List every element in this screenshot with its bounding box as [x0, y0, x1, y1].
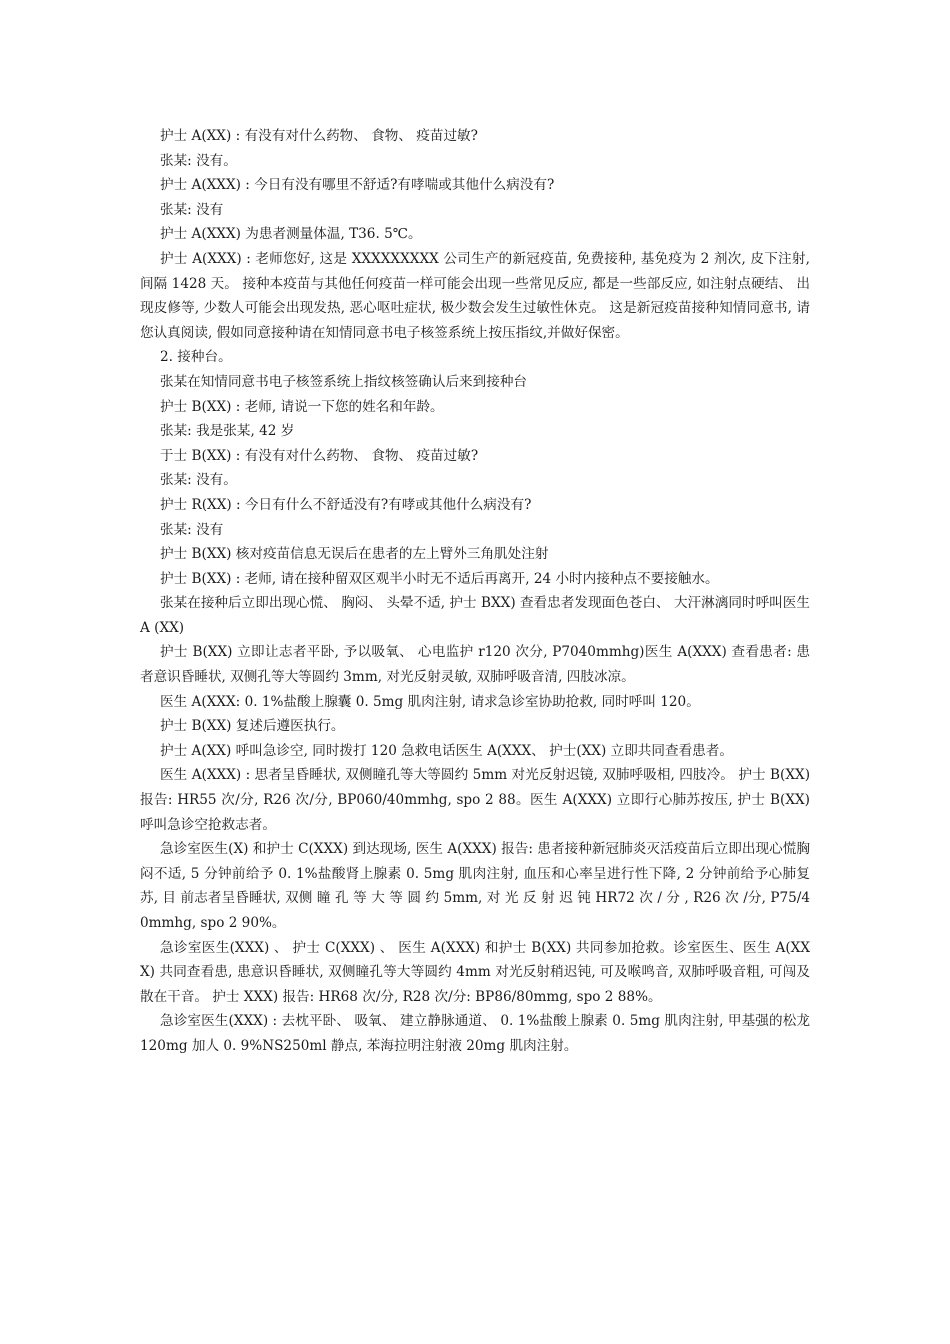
paragraph: 护士 B(XX) : 老师, 请说一下您的姓名和年龄。: [160, 398, 444, 415]
paragraph: 医生 A(XXX) : 思者呈昏睡状, 双侧瞳孔等大等圆约 5mm 对光反射迟镜, 双肺呼吸相, 四肢冷。 护士 B(XX) 报告: HR55 次/分, R26 次/分, BP060/40mmhg, spo 2 88。医生 A(XXX) 立即行心肺苏按压, 护士 B(XX) 呼叫急诊空抢救志者。: [140, 767, 815, 833]
paragraph: 张某: 没有。: [160, 152, 237, 169]
paragraph: 急诊室医生(XXX) 、 护士 C(XXX) 、 医生 A(XXX) 和护士 B(XX) 共同参加抢救。诊室医生、医生 A(XXX) 共同查看患, 患意识昏睡状, 双侧瞳孔等大等圆约 4mm 对光反射稍迟钝, 可及喉鸣音, 双肺呼吸音粗, 可闯及散在干音。 护士 XXX) 报告: HR68 次/分, R28 次/分: BP86/80mmg, spo 2 88%。: [140, 939, 810, 1005]
paragraph: 于士 B(XX) : 有没有对什么药物、 食物、 疫苗过敏?: [160, 447, 479, 464]
paragraph: 护士 B(XX) 核对疫苗信息无误后在患者的左上臂外三角肌处注射: [160, 546, 549, 563]
section-heading: 2. 接种台。: [160, 349, 232, 366]
paragraph: 医生 A(XXX: 0. 1%盐酸上腺囊 0. 5mg 肌肉注射, 请求急诊室协助抢救, 同时呼叫 120。: [160, 693, 700, 710]
paragraph: 急诊室医生(X) 和护士 C(XXX) 到达现场, 医生 A(XXX) 报告: 患者接种新冠肺炎灭活疫苗后立即出现心慌胸闷不适, 5 分钟前给予 0. 1%盐酸肾上腺素 0. 5mg 肌肉注射, 血压和心率呈进行性下降, 2 分钟前给予心肺复苏, 目 前志者呈昏睡状, 双侧 瞳 孔 等 大 等 圆 约 5mm, 对 光 反 射 迟 钝 HR72 次 / 分 , R26 次 /分, P75/40mmhg, spo 2 90%。: [140, 841, 810, 931]
paragraph: 张某: 我是张某, 42 岁: [160, 423, 295, 440]
document-body: [140, 124, 815, 1059]
paragraph: 张某在知情同意书电子核签系统上指纹核签确认后来到接种台: [160, 373, 528, 390]
paragraph: 急诊室医生(XXX) : 去枕平卧、 吸氧、 建立静脉通道、 0. 1%盐酸上腺素 0. 5mg 肌肉注射, 甲基强的松龙 120mg 加人 0. 9%NS250ml 静点, 苯海拉明注射液 20mg 肌肉注射。: [140, 1013, 815, 1054]
paragraph: 护士 R(XX) : 今日有什么不舒适没有?有哮或其他什么病没有?: [160, 496, 532, 513]
paragraph: 张某: 没有: [160, 201, 224, 218]
paragraph: 张某: 没有。: [160, 472, 237, 489]
paragraph: 护士 A(XX) 呼叫急诊空, 同时拨打 120 急救电话医生 A(XXX、 护士(XX) 立即共同查看患者。: [160, 742, 733, 759]
paragraph: 护士 A(XXX) : 今日有没有哪里不舒适?有哮喘或其他什么病没有?: [160, 177, 555, 194]
paragraph: 护士 A(XXX) 为患者测量体温, T36. 5℃。: [160, 226, 422, 243]
paragraph: 护士 A(XXX) : 老师您好, 这是 XXXXXXXXX 公司生产的新冠疫苗, 免费接种, 基免疫为 2 剂次, 皮下注射, 间隔 1428 天。 接种本疫苗与其他任何疫苗一样可能会出现一些常见反应, 都是一些部反应, 如注射点硬结、 出现皮修等, 少数人可能会出现发热, 恶心呕吐症状, 极少数会发生过敏性休克。 这是新冠疫苗接种知情同意书, 请您认真阅读, 假如同意接种请在知情同意书电子核签系统上按压指纹,并做好保密。: [140, 250, 815, 341]
paragraph: 护士 B(XX) 复述后遵医执行。: [160, 718, 345, 735]
paragraph: 张某: 没有: [160, 521, 224, 538]
paragraph: 护士 A(XX) : 有没有对什么药物、 食物、 疫苗过敏?: [160, 128, 478, 144]
paragraph: 张某在接种后立即出现心慌、 胸闷、 头晕不适, 护士 BXX) 查看忠者发现面色苍白、 大汗淋漓同时呼叫医生 A (XX): [140, 595, 815, 636]
paragraph: 护士 B(XX) 立即让志者平卧, 予以吸氧、 心电监护 r120 次分, P7040mmhg)医生 A(XXX) 查看患者: 患者意识昏睡状, 双侧孔等大等圆约 3mm, 对光反射灵敏, 双肺呼吸音清, 四肢冰凉。: [140, 644, 810, 686]
paragraph: 护士 B(XX) : 老师, 请在接种留双区观半小时无不适后再离开, 24 小时内接种点不要接触水。: [160, 570, 719, 587]
